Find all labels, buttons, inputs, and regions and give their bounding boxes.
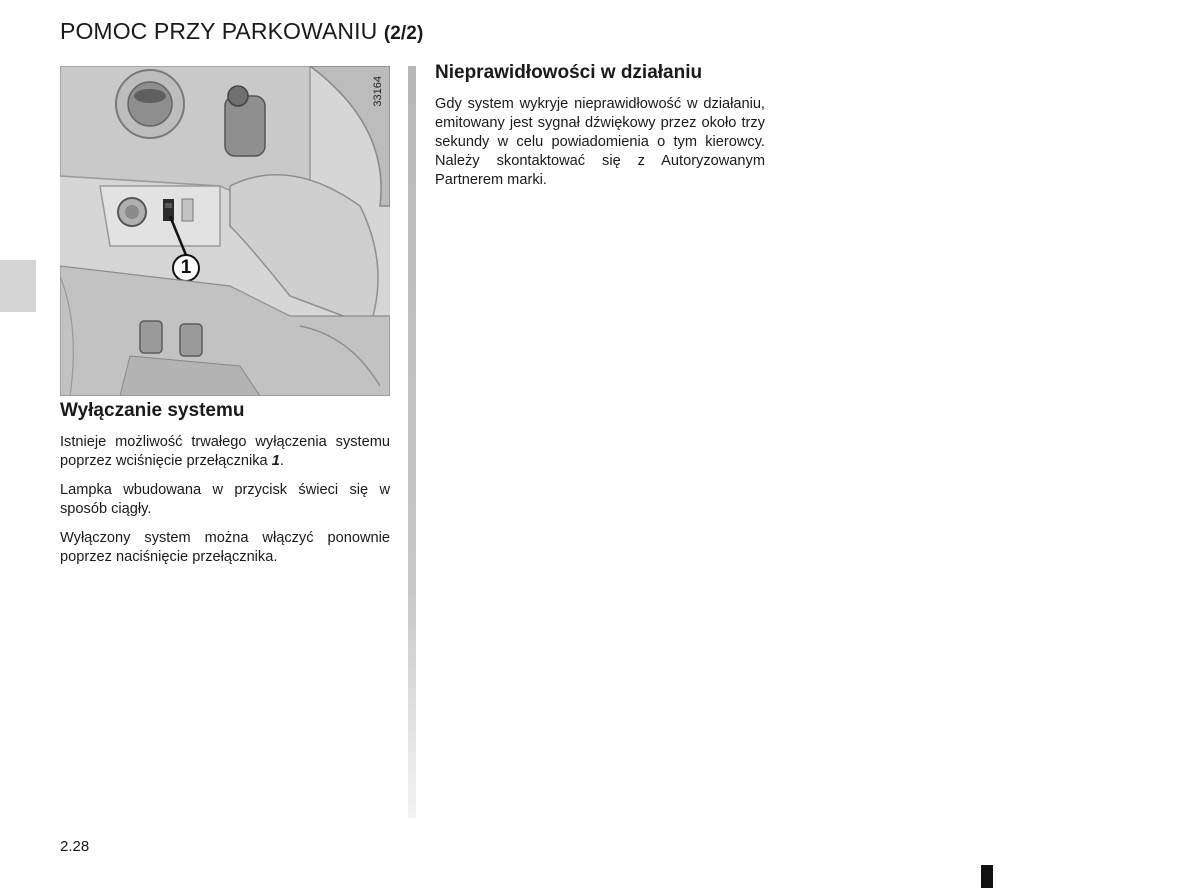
callout-number: 1 [180, 257, 192, 278]
paragraph-disable-3: Wyłączony system można włączyć ponownie poprzez naciśnięcie przełącznika. [60, 530, 390, 565]
section-heading-malfunction: Nieprawidłowości w działaniu [435, 62, 703, 83]
section-heading-disable: Wyłączanie systemu [60, 400, 245, 421]
paragraph-malfunction-1: Gdy system wykryje nieprawidłowość w działaniu, emitowany jest sygnał dźwiękowy przez około trzy sekundy w celu powiadomienia o tym kierowcy. Należy skontaktować się z Autoryzowanym Partnerem marki. [435, 96, 765, 188]
page-title-text: POMOC PRZY PARKOWANIU [60, 18, 378, 44]
chapter-tab [0, 260, 36, 312]
page-title [60, 18, 423, 45]
page-title-suffix: (2/2) [383, 23, 424, 44]
switch-ref: 1 [271, 453, 280, 469]
page-number: 2.28 [60, 838, 90, 855]
paragraph-disable-1-text: Istnieje możliwość trwałego wyłączenia systemu poprzez wciśnięcie przełącznika [60, 434, 390, 469]
left-column [60, 400, 390, 577]
figure-code: 33164 [372, 76, 384, 107]
paragraph-disable-1-end: . [279, 453, 284, 469]
dashboard-drawing [60, 66, 390, 396]
paragraph-disable-2: Lampka wbudowana w przycisk świeci się w sposób ciągły. [60, 482, 390, 517]
right-column [435, 62, 765, 200]
dashboard-illustration [60, 66, 390, 396]
page-edge-marker [981, 865, 993, 888]
column-divider [408, 66, 416, 818]
paragraph-disable-1 [60, 433, 390, 471]
